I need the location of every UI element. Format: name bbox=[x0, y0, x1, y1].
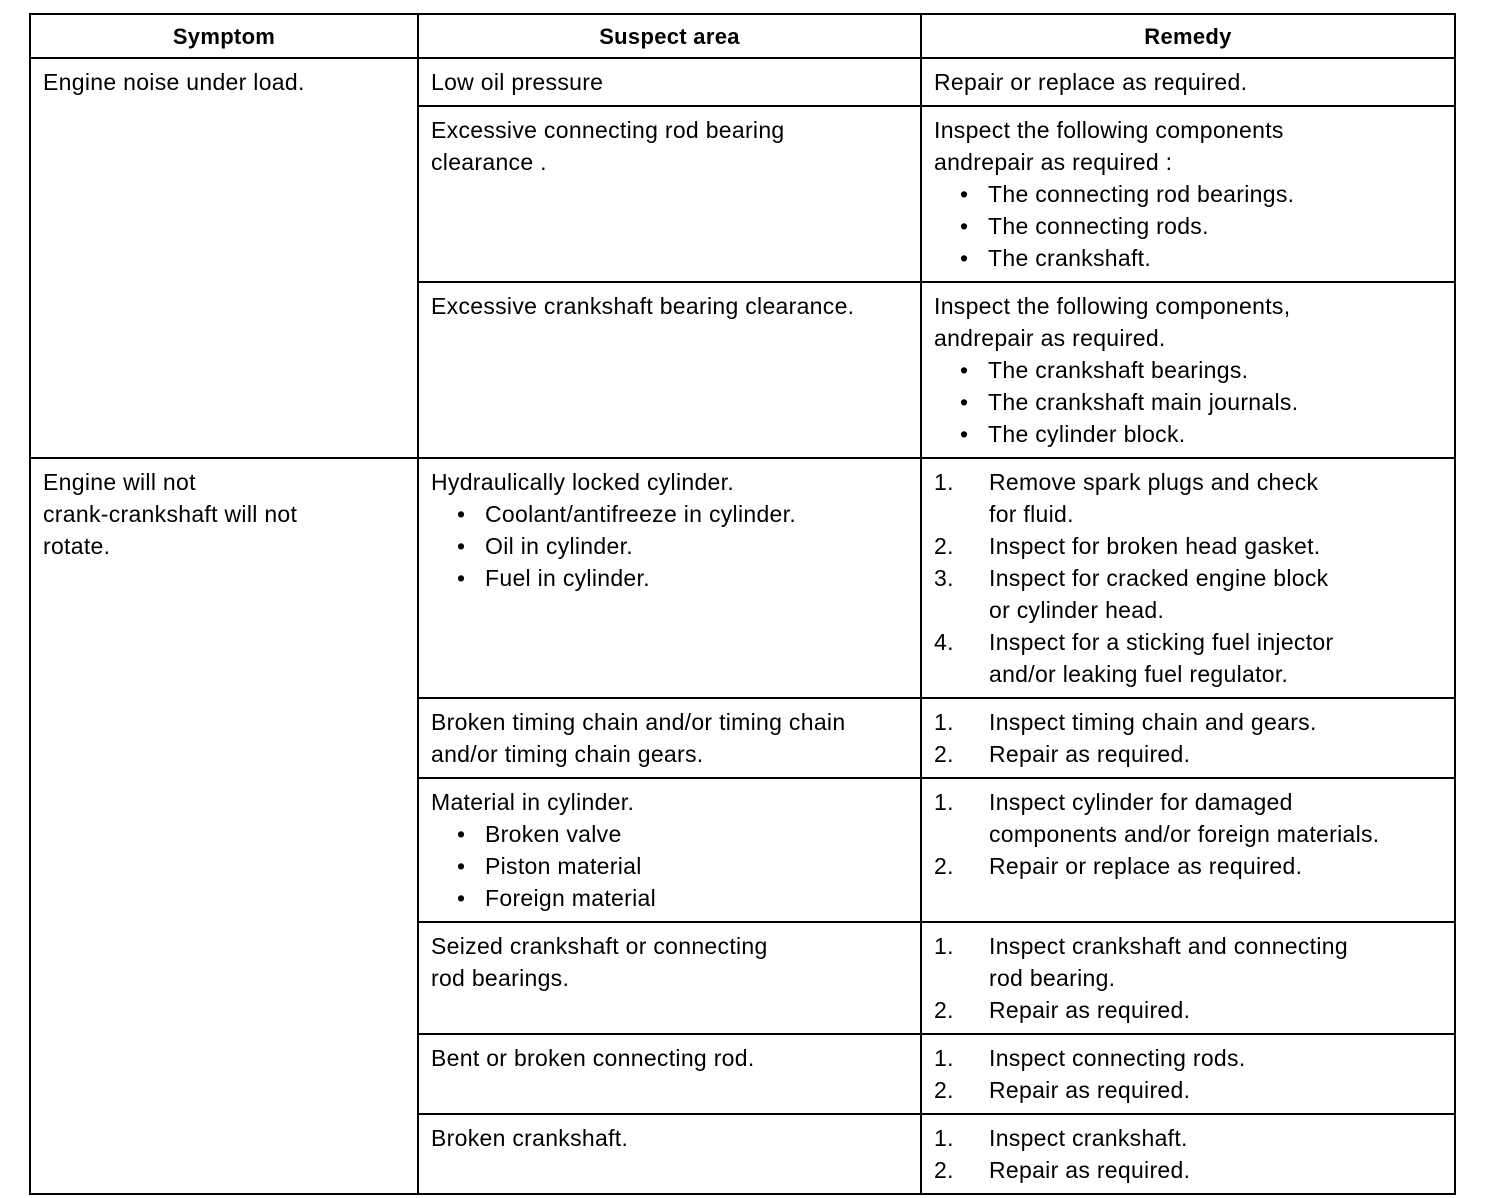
step-text: components and/or foreign materials. bbox=[989, 821, 1380, 847]
list-item bbox=[934, 1074, 1442, 1106]
suspect-text: Seized crankshaft or connecting bbox=[431, 933, 768, 959]
remedy-cell bbox=[921, 282, 1455, 458]
suspect-cell bbox=[418, 1034, 921, 1114]
bullet-text: The crankshaft. bbox=[988, 245, 1152, 271]
step-number: 1. bbox=[934, 789, 954, 815]
header-remedy: Remedy bbox=[921, 14, 1455, 58]
step-text: rod bearing. bbox=[989, 965, 1116, 991]
bullet-icon: • bbox=[960, 245, 969, 271]
step-text: Inspect for cracked engine block bbox=[989, 565, 1329, 591]
suspect-text: Bent or broken connecting rod. bbox=[431, 1045, 755, 1071]
bullet-text: Broken valve bbox=[485, 821, 622, 847]
step-text: Repair as required. bbox=[989, 741, 1191, 767]
list-item bbox=[431, 818, 908, 850]
list-item bbox=[934, 466, 1442, 530]
bullet-icon: • bbox=[960, 213, 969, 239]
symptom-text: crank-crankshaft will not bbox=[43, 501, 298, 527]
suspect-cell bbox=[418, 1114, 921, 1194]
step-text: or cylinder head. bbox=[989, 597, 1165, 623]
suspect-text: Excessive connecting rod bearing bbox=[431, 117, 785, 143]
bullet-icon: • bbox=[457, 501, 466, 527]
list-item bbox=[431, 530, 908, 562]
suspect-text: rod bearings. bbox=[431, 965, 570, 991]
step-number: 2. bbox=[934, 853, 954, 879]
remedy-cell bbox=[921, 58, 1455, 106]
step-text: Inspect timing chain and gears. bbox=[989, 709, 1317, 735]
step-number: 2. bbox=[934, 533, 954, 559]
suspect-text: Broken crankshaft. bbox=[431, 1125, 629, 1151]
table-row bbox=[30, 458, 1455, 698]
step-text: Inspect connecting rods. bbox=[989, 1045, 1246, 1071]
remedy-text: Inspect the following components, bbox=[934, 293, 1291, 319]
bullet-icon: • bbox=[457, 885, 466, 911]
remedy-text: andrepair as required : bbox=[934, 149, 1173, 175]
list-item bbox=[934, 850, 1442, 882]
suspect-cell bbox=[418, 58, 921, 106]
remedy-cell bbox=[921, 1114, 1455, 1194]
bullet-icon: • bbox=[457, 533, 466, 559]
suspect-text: clearance . bbox=[431, 149, 547, 175]
remedy-cell bbox=[921, 1034, 1455, 1114]
bullet-text: The connecting rod bearings. bbox=[988, 181, 1295, 207]
suspect-cell bbox=[418, 778, 921, 922]
list-item bbox=[431, 850, 908, 882]
remedy-cell bbox=[921, 458, 1455, 698]
bullet-icon: • bbox=[960, 181, 969, 207]
step-number: 2. bbox=[934, 1157, 954, 1183]
step-text: Inspect for a sticking fuel injector bbox=[989, 629, 1334, 655]
bullet-icon: • bbox=[960, 421, 969, 447]
bullet-text: The crankshaft main journals. bbox=[988, 389, 1299, 415]
step-number: 2. bbox=[934, 741, 954, 767]
suspect-cell bbox=[418, 698, 921, 778]
suspect-text: Material in cylinder. bbox=[431, 789, 635, 815]
remedy-text: Inspect the following components bbox=[934, 117, 1284, 143]
list-item bbox=[934, 786, 1442, 850]
table-row bbox=[30, 58, 1455, 106]
suspect-text: Hydraulically locked cylinder. bbox=[431, 469, 735, 495]
suspect-cell bbox=[418, 106, 921, 282]
step-text: Inspect cylinder for damaged bbox=[989, 789, 1293, 815]
diagnosis-table bbox=[29, 13, 1456, 1195]
list-item bbox=[934, 738, 1442, 770]
list-item bbox=[431, 498, 908, 530]
step-number: 3. bbox=[934, 565, 954, 591]
list-item bbox=[934, 562, 1442, 626]
list-item bbox=[934, 1154, 1442, 1186]
list-item bbox=[431, 562, 908, 594]
step-text: Inspect crankshaft and connecting bbox=[989, 933, 1348, 959]
list-item bbox=[934, 418, 1442, 450]
suspect-cell bbox=[418, 922, 921, 1034]
step-text: Remove spark plugs and check bbox=[989, 469, 1319, 495]
step-text: Repair as required. bbox=[989, 997, 1191, 1023]
step-number: 4. bbox=[934, 629, 954, 655]
suspect-text: Broken timing chain and/or timing chain bbox=[431, 709, 846, 735]
suspect-text: Excessive crankshaft bearing clearance. bbox=[431, 293, 855, 319]
remedy-text: andrepair as required. bbox=[934, 325, 1166, 351]
step-number: 2. bbox=[934, 997, 954, 1023]
suspect-cell bbox=[418, 458, 921, 698]
list-item bbox=[934, 242, 1442, 274]
symptom-text: Engine noise under load. bbox=[43, 69, 305, 95]
list-item bbox=[934, 354, 1442, 386]
step-text: Repair or replace as required. bbox=[989, 853, 1303, 879]
list-item bbox=[934, 930, 1442, 994]
bullet-icon: • bbox=[457, 565, 466, 591]
header-row bbox=[30, 14, 1455, 58]
step-number: 1. bbox=[934, 1045, 954, 1071]
step-number: 1. bbox=[934, 469, 954, 495]
bullet-icon: • bbox=[960, 389, 969, 415]
suspect-text: Low oil pressure bbox=[431, 69, 604, 95]
step-number: 1. bbox=[934, 933, 954, 959]
step-text: Repair as required. bbox=[989, 1077, 1191, 1103]
step-number: 2. bbox=[934, 1077, 954, 1103]
bullet-text: The connecting rods. bbox=[988, 213, 1209, 239]
list-item bbox=[431, 882, 908, 914]
list-item bbox=[934, 210, 1442, 242]
symptom-cell bbox=[30, 58, 418, 458]
remedy-cell bbox=[921, 778, 1455, 922]
header-symptom: Symptom bbox=[30, 14, 418, 58]
bullet-text: Coolant/antifreeze in cylinder. bbox=[485, 501, 797, 527]
step-number: 1. bbox=[934, 1125, 954, 1151]
remedy-cell bbox=[921, 922, 1455, 1034]
bullet-text: Fuel in cylinder. bbox=[485, 565, 650, 591]
remedy-cell bbox=[921, 106, 1455, 282]
bullet-icon: • bbox=[457, 853, 466, 879]
remedy-cell bbox=[921, 698, 1455, 778]
step-text: Repair as required. bbox=[989, 1157, 1191, 1183]
list-item bbox=[934, 994, 1442, 1026]
list-item bbox=[934, 706, 1442, 738]
bullet-text: Piston material bbox=[485, 853, 642, 879]
list-item bbox=[934, 530, 1442, 562]
list-item bbox=[934, 626, 1442, 690]
list-item bbox=[934, 386, 1442, 418]
list-item bbox=[934, 1042, 1442, 1074]
bullet-text: The cylinder block. bbox=[988, 421, 1186, 447]
step-text: for fluid. bbox=[989, 501, 1074, 527]
suspect-text: and/or timing chain gears. bbox=[431, 741, 704, 767]
step-text: Inspect crankshaft. bbox=[989, 1125, 1188, 1151]
bullet-text: Foreign material bbox=[485, 885, 656, 911]
step-text: Inspect for broken head gasket. bbox=[989, 533, 1321, 559]
bullet-icon: • bbox=[960, 357, 969, 383]
remedy-text: Repair or replace as required. bbox=[934, 69, 1248, 95]
bullet-icon: • bbox=[457, 821, 466, 847]
suspect-cell bbox=[418, 282, 921, 458]
symptom-cell bbox=[30, 458, 418, 1194]
bullet-text: Oil in cylinder. bbox=[485, 533, 633, 559]
step-text: and/or leaking fuel regulator. bbox=[989, 661, 1289, 687]
list-item bbox=[934, 1122, 1442, 1154]
list-item bbox=[934, 178, 1442, 210]
symptom-text: Engine will not bbox=[43, 469, 196, 495]
header-suspect-area: Suspect area bbox=[418, 14, 921, 58]
symptom-text: rotate. bbox=[43, 533, 111, 559]
step-number: 1. bbox=[934, 709, 954, 735]
bullet-text: The crankshaft bearings. bbox=[988, 357, 1249, 383]
